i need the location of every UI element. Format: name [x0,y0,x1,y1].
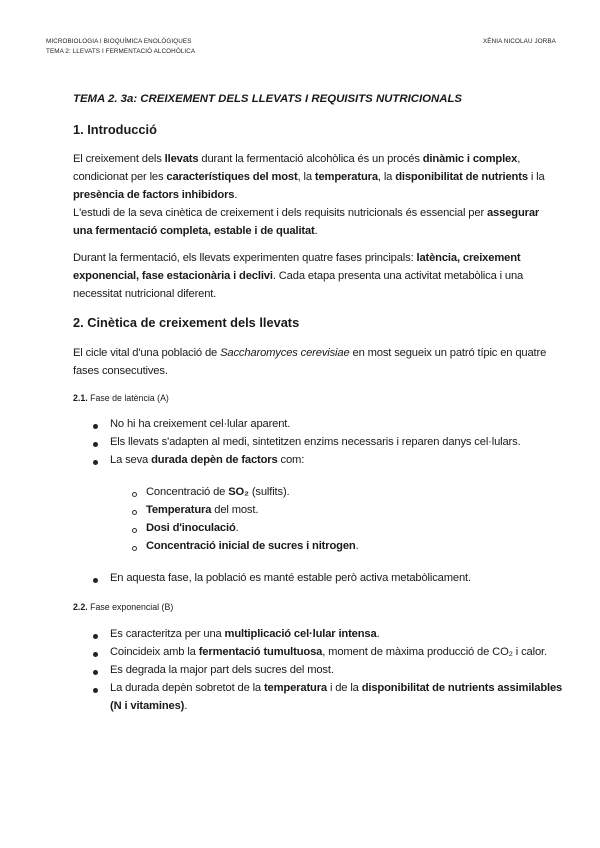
paragraph-line [73,252,520,264]
paragraph-line [73,270,523,282]
paragraph-line [73,225,318,237]
text-run: En aquesta fase, la població es manté estable però activa metabòlicament. [110,572,471,584]
sub-bullet-item [146,540,359,552]
text-run: , la [297,171,315,183]
paragraph-line [73,288,216,300]
circle-bullet-icon [132,492,137,497]
text-run: . Cada etapa presenta una activitat metabòlica i una [272,270,524,282]
text-run: i la [527,171,545,183]
bold-text: disponibilitat de nutrients assimilables [361,682,563,694]
text-run: . [235,522,239,534]
bold-text: Concentració inicial de sucres i nitrogen [146,540,356,552]
bullet-icon [93,424,98,429]
sub-bullet-item [146,504,258,516]
text-run: Durant la fermentació, els llevats experimenten quatre fases principals: [73,252,417,264]
sub-bullet-item [146,522,239,534]
text-run: No hi ha creixement cel·lular aparent. [110,418,291,430]
subsection-number: 2.2. [73,602,88,612]
text-run: , la [377,171,396,183]
bold-text: assegurar [486,207,540,219]
bold-text: disponibilitat de nutrients [395,171,528,183]
bullet-icon [93,652,98,657]
bullet-item [110,700,187,712]
bullet-item [110,646,547,658]
sub-bullet-item [146,486,290,498]
bold-text: (N i vitamines) [110,700,185,712]
bold-text: Dosi d'inoculació [146,522,236,534]
section-1-heading: 1. Introducció [73,122,157,137]
header-author: XÈNIA NICOLAU JORBA [483,38,556,45]
text-run: necessitat nutricional diferent. [73,288,217,300]
bold-text: durada depèn de factors [151,454,278,466]
paragraph-line [73,171,545,183]
bold-text: temperatura [263,682,327,694]
subsection-title: Fase exponencial (B) [90,602,174,612]
bullet-icon [93,688,98,693]
text-run: . [355,540,359,552]
bullet-icon [93,460,98,465]
text-run: La seva [110,454,152,466]
subsection-2-2-heading [73,602,173,612]
text-run: com: [277,454,305,466]
bold-text: latència, creixement [416,252,521,264]
text-run: . [376,628,380,640]
text-run: Coincideix amb la [110,646,199,658]
text-run: (sulfits). [248,486,290,498]
bullet-icon [93,578,98,583]
paragraph-line [73,189,237,201]
bullet-item [110,682,562,694]
bold-text: fermentació tumultuosa [198,646,323,658]
text-run: Els llevats s'adapten al medi, sintetitzen enzims necessaris i reparen danys cel·lulars. [110,436,521,448]
text-run: . [234,189,238,201]
bold-text: dinàmic i complex [422,153,518,165]
bold-text: presència de factors inhibidors [73,189,235,201]
text-run: El creixement dels [73,153,165,165]
bullet-icon [93,634,98,639]
text-run: Es caracteritza per una [110,628,225,640]
bold-text: llevats [164,153,199,165]
subsection-number: 2.1. [73,393,88,403]
text-run: El cicle vital d'una població de [73,347,221,359]
text-run: , moment de màxima producció de CO₂ i calor. [322,646,547,658]
subsection-title: Fase de latència (A) [90,393,169,403]
bold-text: SO₂ [228,486,249,498]
bullet-icon [93,670,98,675]
circle-bullet-icon [132,546,137,551]
section-2-heading: 2. Cinètica de creixement dels llevats [73,315,300,330]
bullet-item [110,454,304,466]
text-run: La durada depèn sobretot de la [110,682,264,694]
header-course: MICROBIOLOGIA I BIOQUÍMICA ENOLÒGIQUES [46,38,192,45]
paragraph-line [73,207,539,219]
bullet-item [110,436,521,448]
bullet-item [110,664,334,676]
text-run: i de la [326,682,362,694]
text-run: Es degrada la major part dels sucres del most. [110,664,334,676]
bold-text: Temperatura [146,504,212,516]
bold-text: característiques del most [166,171,298,183]
text-run: condicionat per les [73,171,167,183]
paragraph-line [73,365,168,377]
text-run: en most segueix un patró típic en quatre [349,347,547,359]
paragraph-line [73,347,546,359]
text-run: , [517,153,521,165]
bold-text: temperatura [314,171,378,183]
header-topic: TEMA 2: LLEVATS I FERMENTACIÓ ALCOHÒLICA [46,48,196,55]
circle-bullet-icon [132,510,137,515]
text-run: del most. [211,504,259,516]
circle-bullet-icon [132,528,137,533]
text-run: fases consecutives. [73,365,168,377]
subsection-2-1-heading [73,393,169,403]
bullet-item [110,418,290,430]
text-run: . [184,700,188,712]
italic-text: Saccharomyces cerevisiae [220,347,350,359]
bold-text: exponencial, fase estacionària i declivi [73,270,273,282]
bullet-item [110,572,471,584]
text-run: L'estudi de la seva cinètica de creixement i dels requisits nutricionals és essencial per [73,207,487,219]
paragraph-line [73,153,520,165]
bold-text: una fermentació completa, estable i de qualitat [73,225,315,237]
text-run: Concentració de [146,486,229,498]
bullet-icon [93,442,98,447]
text-run: . [314,225,318,237]
bold-text: multiplicació cel·lular intensa [224,628,377,640]
bullet-item [110,628,380,640]
text-run: durant la fermentació alcohòlica és un procés [198,153,423,165]
document-title: TEMA 2. 3a: CREIXEMENT DELS LLEVATS I REQUISITS NUTRICIONALS [73,93,462,105]
